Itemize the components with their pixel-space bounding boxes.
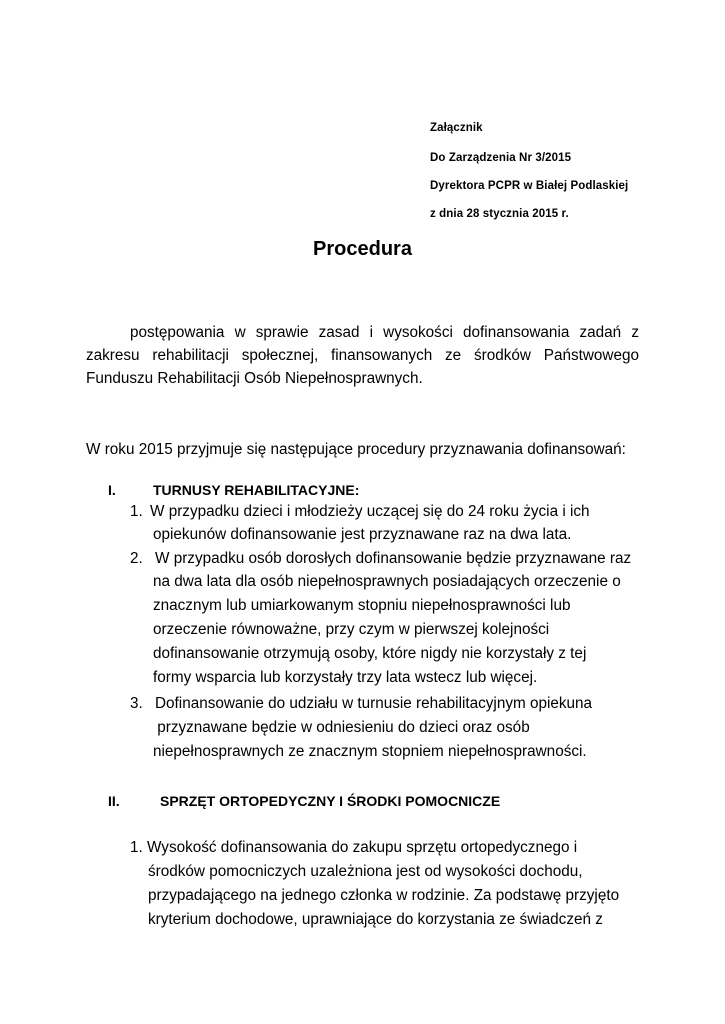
- section-2-item-1-number: 1.: [130, 839, 143, 856]
- section-2-numeral: II.: [108, 793, 120, 809]
- attachment-decree: Do Zarządzenia Nr 3/2015: [430, 152, 572, 164]
- intro-line-2: zakresu rehabilitacji społecznej, finansowanych ze środków Państwowego: [86, 347, 639, 364]
- section-2-heading: SPRZĘT ORTOPEDYCZNY I ŚRODKI POMOCNICZE: [160, 793, 501, 809]
- intro-line-3: Funduszu Rehabilitacji Osób Niepełnosprawnych.: [86, 370, 423, 387]
- section-1-item-3-line-2: przyznawane będzie w odniesieniu do dzieci oraz osób: [153, 719, 530, 736]
- section-1-item-2-line-6: formy wsparcia lub korzystały trzy lata wstecz lub więcej.: [153, 669, 538, 686]
- section-1-item-3-line-3: niepełnosprawnych ze znacznym stopniem niepełnosprawności.: [153, 743, 587, 760]
- section-1-item-1-line-1: W przypadku dzieci i młodzieży uczącej się do 24 roku życia i ich: [150, 503, 590, 520]
- intro-line-1: postępowania w sprawie zasad i wysokości dofinansowania zadań z: [130, 324, 639, 341]
- section-1-numeral: I.: [108, 482, 116, 498]
- section-1-item-2-line-3: znacznym lub umiarkowanym stopniu niepełnosprawności lub: [153, 597, 571, 614]
- lead-sentence: W roku 2015 przyjmuje się następujące procedury przyznawania dofinansowań:: [86, 441, 626, 458]
- section-2-item-1-line-1: Wysokość dofinansowania do zakupu sprzętu ortopedycznego i: [147, 839, 578, 856]
- section-2-item-1-line-2: środków pomocniczych uzależniona jest od wysokości dochodu,: [148, 863, 583, 880]
- section-2-item-1-line-3: przypadającego na jednego członka w rodzinie. Za podstawę przyjęto: [148, 887, 620, 904]
- section-2-item-1-line-4: kryterium dochodowe, uprawniające do korzystania ze świadczeń z: [148, 911, 603, 928]
- section-1-item-3-number: 3.: [130, 695, 143, 712]
- attachment-date: z dnia 28 stycznia 2015 r.: [430, 208, 569, 220]
- section-1-heading: TURNUSY REHABILITACYJNE:: [153, 482, 360, 498]
- section-1-item-2-line-5: dofinansowanie otrzymują osoby, które nigdy nie korzystały z tej: [153, 645, 587, 662]
- section-1-item-2-line-4: orzeczenie równoważne, przy czym w pierwszej kolejności: [153, 621, 550, 638]
- section-1-item-1-line-2: opiekunów dofinansowanie jest przyznawane raz na dwa lata.: [153, 526, 572, 543]
- section-1-item-3-line-1: Dofinansowanie do udziału w turnusie rehabilitacyjnym opiekuna: [155, 695, 593, 712]
- document-title: Procedura: [313, 238, 412, 260]
- section-1-item-2-line-1: W przypadku osób dorosłych dofinansowanie będzie przyznawane raz: [155, 550, 632, 567]
- section-1-item-2-number: 2.: [130, 550, 143, 567]
- section-1-item-1-number: 1.: [130, 503, 143, 520]
- section-1-item-2-line-2: na dwa lata dla osób niepełnosprawnych posiadających orzeczenie o: [153, 573, 621, 590]
- attachment-label: Załącznik: [430, 122, 483, 134]
- attachment-director: Dyrektora PCPR w Białej Podlaskiej: [430, 180, 629, 192]
